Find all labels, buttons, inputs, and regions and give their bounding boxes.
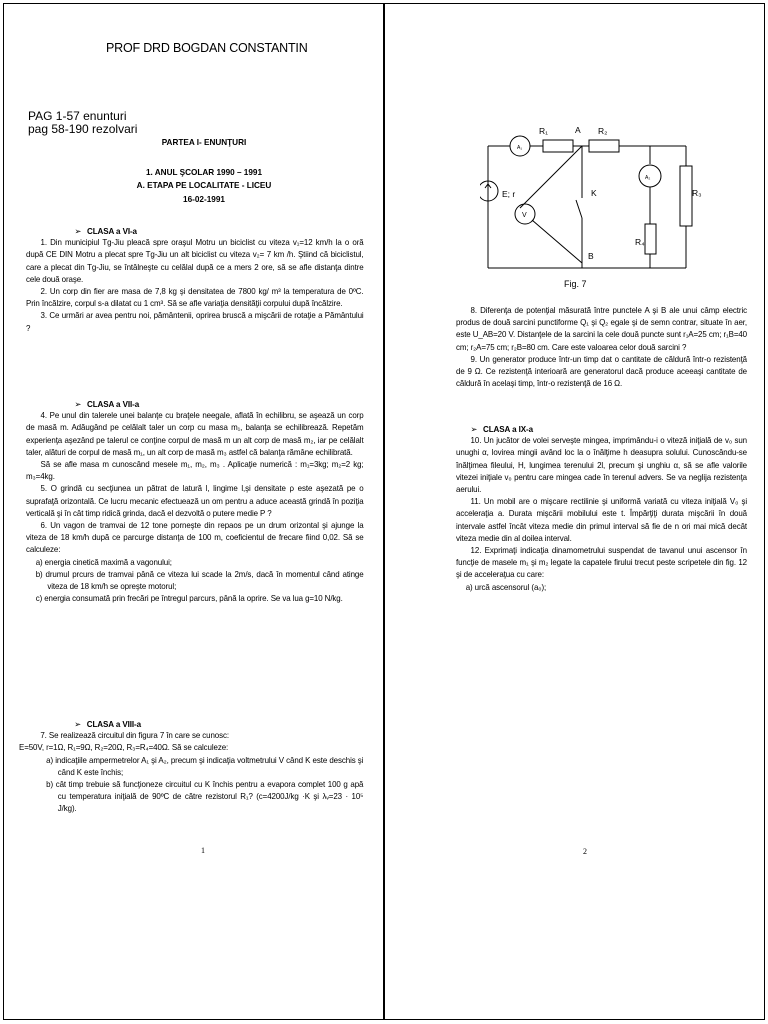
label-r3: R₃ — [692, 188, 702, 198]
problem-1: 1. Din municipiul Tg-Jiu pleacă spre oraşul Motru un biciclist cu viteza v₁=12 km/h la o oră după CE DIN Motru a plecat spre Tg-Jiu un alt biciclist cu viteza v₂= 7 km /h. Ştiind că biciclistul, care a plecat din Tg-Jiu, se întâlneşte cu celălal după ce a mers 2 ore, să se afle distanţa dintre cele două oraşe. — [26, 238, 364, 284]
page-number: 2 — [583, 847, 587, 856]
section-heading: ➢ CLASA a VI-a — [74, 226, 137, 236]
problem-6: 6. Un vagon de tramvai de 12 tone porneşte din repaos pe un drum orizontal şi ajunge la viteza de 18 km/h după ce parcurge distanţa de 100 m, coeficientul de frecare fiind 0,02. Să se calculeze: — [26, 521, 364, 555]
stage-title: A. ETAPA PE LOCALITATE - LICEU — [136, 181, 272, 190]
problem-6-item-a: a) energia cinetică maximă a vagonului; — [35, 557, 172, 567]
problem-3: 3. Ce urmări ar avea pentru noi, pământenii, oprirea bruscă a mişcării de rotaţie a Pământului ? — [26, 311, 364, 333]
arrow-bullet-icon: ➢ — [74, 399, 82, 409]
section-clasa-vii — [26, 398, 364, 605]
section-heading: ➢ CLASA a IX-a — [470, 424, 533, 434]
arrow-bullet-icon: ➢ — [470, 424, 478, 434]
resistor-r3-icon — [680, 166, 692, 226]
problem-10: 10. Un jucător de volei serveşte mingea, imprimându-i o viteză iniţială de v₀ sun unughi α, lovirea mingii având loc la o înălţime h deasupra solului. Cunoscându-se înălţimea fileului, H, lungimea terenului 2l, precum şi unghiu α, să se afle valorile vitezei iniţiale v₀ pentru care mingea cade în terenul advers. Se va neglija rezistenţa aerului. — [456, 436, 747, 495]
problem-7-item-b: b) cât timp trebuie să funcţioneze circuitul cu K închis pentru a evapora complet 100 g apă cu temperatura iniţială de 90ºC de către rezistorul R₁? (c=4200J/kg ·K şi λᵥ=23 · 10⁵ J/kg). — [46, 780, 364, 814]
arrow-bullet-icon: ➢ — [74, 719, 81, 729]
circuit-figure — [480, 116, 715, 296]
label-a2: A₂ — [645, 175, 651, 181]
section-clasa-viii — [19, 718, 363, 816]
section-clasa-vi — [26, 225, 364, 335]
problem-9: 9. Un generator produce într-un timp dat o cantitate de căldură într-o rezistenţă de 9 Ω. Ce rezistenţă interioară are generatorul dacă produce aceeaşi cantitate de căldură în acelaşi timp, într-o rezistenţă de 16 Ω. — [456, 354, 747, 389]
margin-note — [28, 110, 137, 136]
date: 16-02-1991 — [183, 195, 225, 204]
margin-note-line-1: PAG 1-57 enunturi — [28, 109, 127, 123]
problem-12: 12. Exprimaţi indicaţia dinamometrului suspendat de tavanul unui ascensor în funcţie de masele m₁ şi m₂ legate la capatele firului trecut peste scripetele din fig. 12 şi de acceleraţua cu care: — [456, 546, 747, 580]
problem-4-question: Să se afle masa m cunoscând mesele m₁, m₂, m₃ . Aplicaţie numerică : m₁=3kg; m₂=2 kg; m₃=4kg. — [26, 460, 364, 482]
generator-icon — [480, 181, 498, 201]
year-title: 1. ANUL ŞCOLAR 1990 – 1991 — [145, 168, 263, 177]
label-b: B — [588, 251, 594, 261]
problem-7-item-a: a) indicaţiile ampermetrelor A₁ şi A₂, precum şi indicaţia voltmetrului V când K este deschis şi când K este închis; — [46, 755, 364, 777]
problem-6-item-c: c) energia consumată prin frecări pe întregul parcurs, până la oprire. Se va lua g=10 N/kg. — [35, 594, 343, 604]
section-heading: ➢ CLASA a VIII-a — [74, 719, 142, 729]
label-e: E; r — [502, 189, 516, 199]
resistor-r2-icon — [589, 140, 619, 152]
label-k: K — [591, 188, 597, 198]
page-1 — [3, 3, 384, 1020]
part-title: PARTEA I- ENUNŢURI — [161, 138, 247, 147]
label-r4: R₄ — [635, 237, 645, 247]
problem-7: 7. Se realizează circuitul din figura 7 în care se cunosc: — [40, 731, 229, 741]
problem-8: 8. Diferenţa de potenţial măsurată între punctele A şi B ale unui câmp electric produs de două sarcini punctiforme Q₁ şi Q₂ egale şi de semn contrar, situate în aer, este U_AB=20 V. Distanţele de la sarcini la cele două puncte sunt r₁A=25 cm; r₁B=40 cm; r₂A=75 cm; r₂B=80 cm. Care este valoarea celor două sarcini ? — [456, 306, 747, 352]
figure-caption: Fig. 7 — [564, 279, 587, 289]
label-v: V — [522, 212, 527, 219]
problems-8-9 — [456, 305, 747, 390]
svg-text:A₁: A₁ — [517, 145, 523, 151]
section-heading: ➢ CLASA a VII-a — [74, 399, 140, 409]
problem-4: 4. Pe unul din talerele unei balanţe cu braţele neegale, aflată în echilibru, se aşează un corp de masă m. Adăugând pe celălalt taler un corp cu masa m₁, balanţa se echilibrează. Repetăm experienţa aşezând pe talerul ce conţine corpul de masă m un alt corp de masă m₂, iar pe celălalt taler, alături de corpul de masă m₁, un alt corp de masă m₃ astfel că balanţa rămâne echilibrată. — [26, 411, 364, 457]
author-header: PROF DRD BOGDAN CONSTANTIN — [106, 41, 308, 55]
problem-6-item-b: b) drumul prcurs de tramvai până ce viteza lui scade la 2m/s, dacă în momentul când atinge viteza de 18 km/h se opreşte motorul; — [35, 569, 364, 592]
problem-12-item-a: a) urcă ascensorul (a₀); — [465, 582, 547, 592]
label-r2: R₂ — [598, 126, 608, 136]
section-clasa-ix — [456, 423, 747, 594]
problem-11: 11. Un mobil are o mişcare rectilinie şi uniformă variată cu viteza iniţială V₀ şi acceleraţia a. Durata mişcării mobilului este t. Împărţiţi durata mişcării în două intervale astfel încât viteza medie din primul interval să fie de n ori mai mică decât viteza medie din al doilea interval. — [456, 497, 747, 543]
resistor-r4-icon — [645, 224, 656, 254]
problem-5: 5. O grindă cu secţiunea un pătrat de latură l, lingime l,şi densitate ρ este aşezată pe o suprafaţă orizontală. Ce lucru mecanic efectuează un om pentru a aduce această grindă în poziţia verticală şi în cât timp ridică grinda, dacă el dezvoltă o putere medie P ? — [26, 484, 364, 518]
label-r1: R₁ — [539, 126, 549, 136]
page-2 — [384, 3, 765, 1020]
problem-2: 2. Un corp din fier are masa de 7,8 kg şi densitatea de 7800 kg/ m³ la temperatura de 0ºC. Prin încălzire, corpul s-a dilatat cu 1 cm³. Să se afle variaţia densităţii corpului după încălzire. — [26, 287, 364, 309]
switch-k-icon — [576, 200, 582, 218]
label-a: A — [575, 125, 581, 135]
resistor-r1-icon — [543, 140, 573, 152]
margin-note-line-2: pag 58-190 rezolvari — [28, 122, 138, 136]
arrow-bullet-icon: ➢ — [74, 226, 82, 236]
problem-7-data: E=50V, r=1Ω, R₁=9Ω, R₂=20Ω, R₃=R₄=40Ω. Să se calculeze: — [19, 743, 229, 753]
page-number: 1 — [201, 846, 205, 855]
